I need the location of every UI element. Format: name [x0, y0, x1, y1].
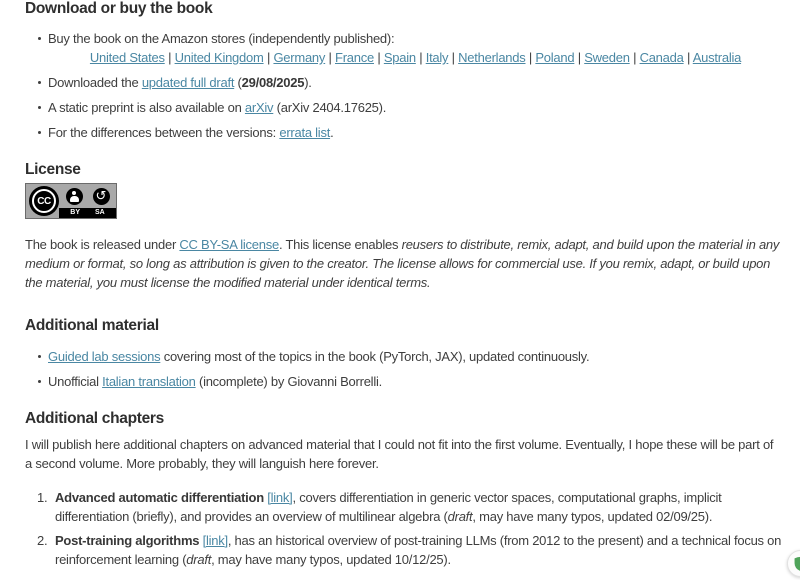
preprint-item [25, 98, 783, 117]
chapter-posttraining-link[interactable]: [link] [202, 533, 228, 548]
cc-badge-labels [59, 208, 116, 218]
store-link-germany[interactable]: Germany [273, 50, 326, 65]
store-link-united-kingdom[interactable]: United Kingdom [174, 50, 264, 65]
cc-badge-icons [59, 184, 116, 208]
license-text-pre: The book is released under [25, 237, 180, 252]
share-alike-arrow-icon: ↺ [93, 188, 110, 205]
chapter-title: Post-training algorithms [55, 533, 203, 548]
lab-sessions-item [25, 347, 783, 366]
sa-label: SA [95, 209, 105, 216]
green-shield-icon [792, 555, 800, 572]
store-separator: | [574, 50, 585, 65]
license-section-heading: License [25, 161, 81, 178]
chapter-item-autodiff [25, 488, 783, 526]
guided-lab-sessions-link[interactable]: Guided lab sessions [48, 349, 161, 364]
store-separator: | [373, 50, 384, 65]
preprint-text-pre: A static preprint is also available on [48, 100, 245, 115]
chapter-number: 2. [37, 533, 48, 548]
store-link-netherlands[interactable]: Netherlands [458, 50, 526, 65]
by-label: BY [70, 209, 80, 216]
store-link-australia[interactable]: Australia [692, 50, 742, 65]
draft-item [25, 73, 783, 92]
store-separator: | [448, 50, 459, 65]
cc-by-sa-license-link[interactable]: CC BY-SA license [179, 237, 279, 252]
translation-text-pre: Unofficial [48, 374, 103, 389]
store-link-united-states[interactable]: United States [89, 50, 165, 65]
chapter-text-mid: , has an historical overview of post-training LLMs (from 2012 to the present) and a technical focus on reinforcement learning ( [55, 533, 782, 567]
store-separator: | [263, 50, 274, 65]
translation-text-post: (incomplete) by Giovanni Borrelli. [195, 374, 382, 389]
download-section-heading: Download or buy the book [25, 0, 213, 17]
store-link-spain[interactable]: Spain [383, 50, 416, 65]
updated-full-draft-link[interactable]: updated full draft [141, 75, 235, 90]
store-separator: | [683, 50, 693, 65]
chapter-text-post: , may have many typos, updated 10/12/25). [211, 552, 451, 567]
chapter-text-mid: , covers differentiation in generic vector spaces, computational graphs, implicit differentiation (briefly), and provides an overview of multilinear algebra ( [55, 490, 722, 524]
chapter-title: Advanced automatic differentiation [55, 490, 268, 505]
preprint-text-post: (arXiv 2404.17625). [273, 100, 387, 115]
errata-text-pre: For the differences between the versions: [48, 125, 280, 140]
errata-list-link[interactable]: errata list [279, 125, 331, 140]
chapter-draft-note: draft [447, 509, 473, 524]
errata-text-post: . [330, 125, 334, 140]
store-link-italy[interactable]: Italy [425, 50, 449, 65]
material-list [25, 347, 783, 391]
store-link-sweden[interactable]: Sweden [584, 50, 630, 65]
store-separator: | [325, 50, 336, 65]
chapter-text-post: , may have many typos, updated 02/09/25). [472, 509, 713, 524]
chapters-section-heading: Additional chapters [25, 410, 164, 427]
chapter-autodiff-link[interactable]: [link] [267, 490, 293, 505]
italian-translation-link[interactable]: Italian translation [102, 374, 196, 389]
download-list [25, 29, 783, 142]
store-link-canada[interactable]: Canada [639, 50, 684, 65]
chapter-number: 1. [37, 490, 48, 505]
cc-by-sa-badge[interactable] [25, 183, 117, 219]
draft-date: 29/08/2025 [241, 75, 305, 90]
draft-text-pre: Downloaded the [48, 75, 142, 90]
errata-item [25, 123, 783, 142]
amazon-intro-text: Buy the book on the Amazon stores (independently published): [48, 31, 395, 46]
cc-logo-text: CC [32, 189, 56, 213]
amazon-store-links [48, 48, 783, 67]
store-separator: | [525, 50, 536, 65]
chapter-item-posttraining [25, 531, 783, 569]
store-separator: | [415, 50, 426, 65]
material-section-heading: Additional material [25, 317, 159, 334]
license-text-mid: . This license enables [278, 237, 402, 252]
cc-badge-right [59, 184, 116, 218]
chapters-list [25, 488, 783, 569]
license-paragraph [25, 235, 783, 292]
chapters-intro-paragraph: I will publish here additional chapters on advanced material that I could not fit into the first volume. Eventually, I hope these will be part of a second volume. More probably, they will languish here forever. [25, 437, 774, 471]
amazon-stores-item [25, 29, 783, 67]
draft-text-mid: ( [234, 75, 242, 90]
translation-item [25, 372, 783, 391]
attribution-person-icon [66, 188, 83, 205]
cc-logo-icon [29, 186, 59, 216]
store-separator: | [164, 50, 175, 65]
chapter-draft-note: draft [186, 552, 212, 567]
store-link-poland[interactable]: Poland [535, 50, 575, 65]
draft-text-post: ). [304, 75, 312, 90]
license-text-italic: reusers to distribute, remix, adapt, and build upon the material in any medium or format, so long as attribution is given to the creator. The license allows for commercial use. If you remix, adapt, or build upon the material, you must license the modified material under identical terms. [25, 237, 780, 290]
store-separator: | [629, 50, 640, 65]
store-link-france[interactable]: France [335, 50, 374, 65]
lab-sessions-text: covering most of the topics in the book (PyTorch, JAX), updated continuously. [160, 349, 590, 364]
arxiv-link[interactable]: arXiv [244, 100, 274, 115]
